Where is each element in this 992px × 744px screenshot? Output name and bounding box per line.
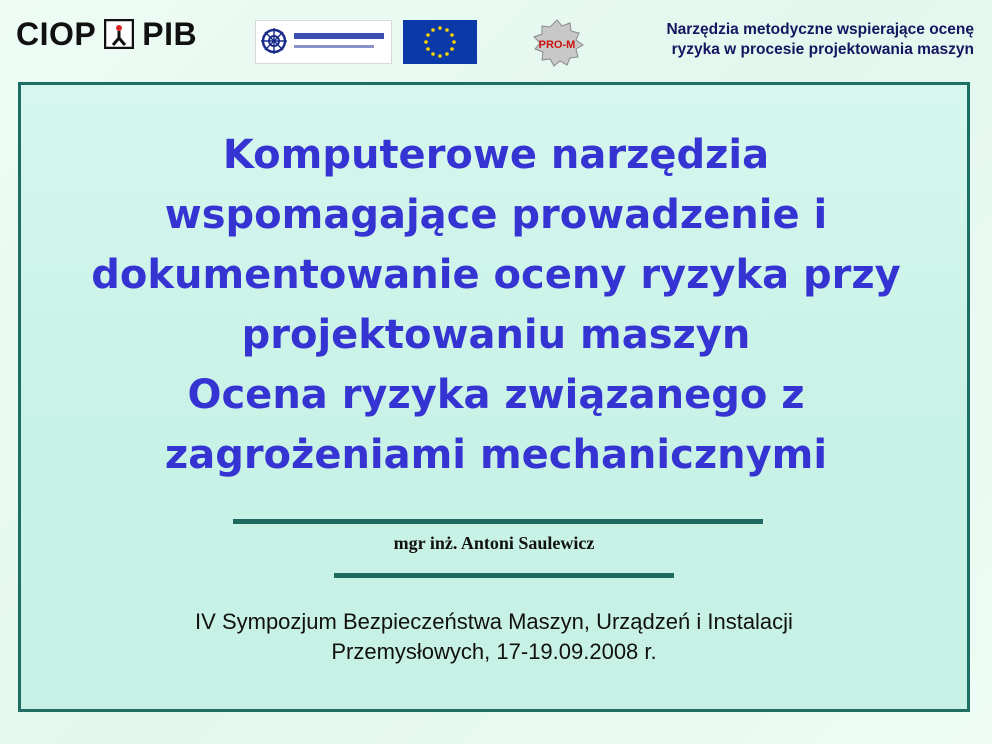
- title-line: Ocena ryzyka związanego z: [187, 372, 805, 418]
- title-line: projektowaniu maszyn: [241, 312, 751, 358]
- header-subtitle: [554, 20, 974, 60]
- slide-title: [51, 125, 941, 485]
- eu-flag-icon: [403, 20, 477, 64]
- university-logo-subtext-bar: [294, 45, 374, 48]
- divider-bottom: [334, 573, 674, 578]
- ciop-logo-text: CIOP: [16, 15, 97, 52]
- event-line2: Przemysłowych, 17-19.09.2008 r.: [331, 639, 657, 664]
- author-name: mgr inż. Antoni Saulewicz: [393, 533, 595, 553]
- event-line1: IV Sympozjum Bezpieczeństwa Maszyn, Urządzeń i Instalacji: [195, 609, 793, 634]
- university-logo: [255, 20, 392, 64]
- ciop-pib-logo: [16, 14, 197, 54]
- title-line: Komputerowe narzędzia: [222, 132, 770, 178]
- pib-logo-text: PIB: [142, 15, 198, 52]
- title-line: wspomagające prowadzenie i: [164, 192, 828, 238]
- header-subtitle-line1: Narzędzia metodyczne wspierające ocenę: [666, 21, 974, 38]
- slide-frame: [18, 82, 970, 712]
- header: [0, 0, 992, 78]
- header-subtitle-line2: ryzyka w procesie projektowania maszyn: [671, 41, 974, 58]
- ciop-mark-icon: [104, 19, 134, 49]
- title-line: dokumentowanie oceny ryzyka przy: [91, 252, 901, 298]
- prom-logo-text: PRO-M: [538, 39, 576, 51]
- event-info: [21, 607, 967, 667]
- divider-top: [233, 519, 763, 524]
- title-line: zagrożeniami mechanicznymi: [164, 432, 828, 478]
- university-logo-text-bar: [294, 33, 384, 39]
- gear-wheel-icon: [260, 27, 288, 55]
